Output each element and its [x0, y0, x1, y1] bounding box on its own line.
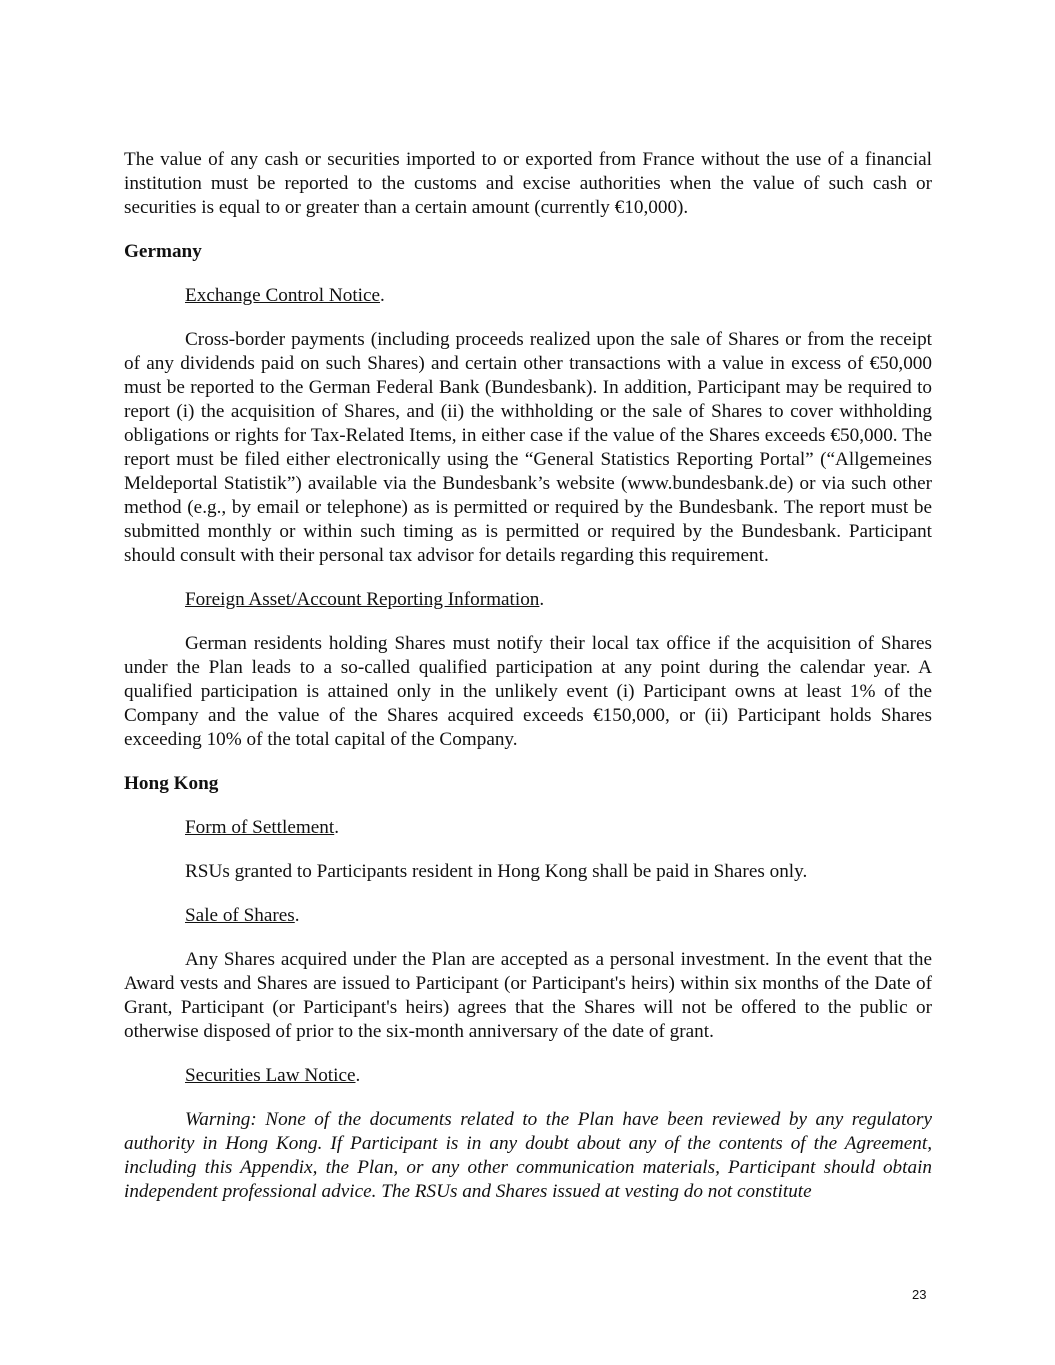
exchange-control-subheading: Exchange Control Notice.	[185, 285, 385, 306]
intro-paragraph: The value of any cash or securities imported to or exported from France without the use of a financial institution must be reported to the customs and excise authorities when the value of such cash or securities is equal to or greater than a certain amount (currently €10,000).	[124, 149, 932, 218]
foreign-asset-subheading: Foreign Asset/Account Reporting Information.	[185, 589, 545, 610]
page-number: 23	[912, 1287, 927, 1302]
document-page	[124, 148, 932, 1204]
securities-law-subheading: Securities Law Notice.	[185, 1065, 361, 1086]
settlement-paragraph: RSUs granted to Participants resident in Hong Kong shall be paid in Shares only.	[185, 861, 808, 882]
sale-of-shares-paragraph: Any Shares acquired under the Plan are accepted as a personal investment. In the event that the Award vests and Shares are issued to Participant (or Participant's heirs) within six months of the Date of Grant, Participant (or Participant's heirs) agrees that the Shares will not be offered to the public or otherwise disposed of prior to the six-month anniversary of the date of grant.	[124, 949, 932, 1042]
hongkong-heading: Hong Kong	[124, 773, 219, 794]
settlement-subheading: Form of Settlement.	[185, 817, 340, 838]
warning-paragraph: Warning: None of the documents related to the Plan have been reviewed by any regulatory authority in Hong Kong. If Participant is in any doubt about any of the contents of the Agreement, including this Appendix, the Plan, or any other communication materials, Participant should obtain independent professional advice. The RSUs and Shares issued at vesting do not constitute	[124, 1109, 932, 1202]
foreign-asset-paragraph: German residents holding Shares must notify their local tax office if the acquisition of Shares under the Plan leads to a so-called qualified participation at any point during the calendar year. A qualified participation is attained only in the unlikely event (i) Participant owns at least 1% of the Company and the value of the Shares acquired exceeds €150,000, or (ii) Participant holds Shares exceeding 10% of the total capital of the Company.	[124, 633, 932, 750]
sale-of-shares-subheading: Sale of Shares.	[185, 905, 300, 926]
germany-heading: Germany	[124, 241, 202, 262]
exchange-control-paragraph: Cross-border payments (including proceeds realized upon the sale of Shares or from the receipt of any dividends paid on such Shares) and certain other transactions with a value in excess of €50,000 must be reported to the German Federal Bank (Bundesbank). In addition, Participant may be required to report (i) the acquisition of Shares, and (ii) the withholding or the sale of Shares to cover withholding obligations or rights for Tax-Related Items, in either case if the value of the Shares exceeds €50,000. The report must be filed either electronically using the “General Statistics Reporting Portal” (“Allgemeines Meldeportal Statistik”) available via the Bundesbank’s website (www.bundesbank.de) or via such other method (e.g., by email or telephone) as is permitted or required by the Bundesbank. The report must be submitted monthly or within such timing as is permitted or required by the Bundesbank. Participant should consult with their personal tax advisor for details regarding this requirement.	[124, 329, 932, 566]
